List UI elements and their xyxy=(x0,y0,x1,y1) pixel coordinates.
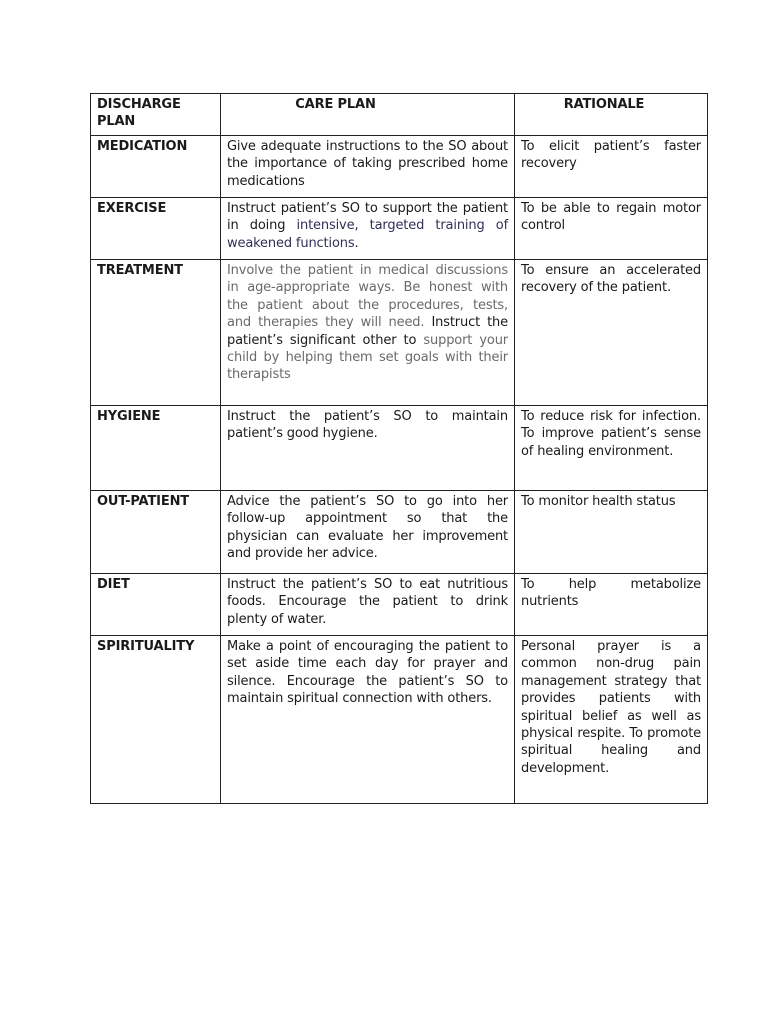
rationale-cell: To elicit patient’s faster recovery xyxy=(515,136,708,198)
care-plan-text-gray-end: support your child by helping them set goals with their therapists xyxy=(227,332,508,383)
table-row-spirituality xyxy=(91,636,708,804)
row-label: TREATMENT xyxy=(91,260,221,406)
care-plan-text: Instruct patient’s SO to support the patient in doing xyxy=(227,201,508,234)
care-plan-text-end: . xyxy=(354,235,359,251)
header-row xyxy=(91,94,708,136)
care-plan-text-highlight: intensive, targeted training of weakened functions xyxy=(227,218,509,251)
header-discharge-plan: DISCHARGE PLAN xyxy=(91,94,221,136)
care-plan-cell: Advice the patient’s SO to go into her follow-up appointment so that the physician can evaluate her improvement and provide her advice. xyxy=(221,491,515,574)
table-row-hygiene xyxy=(91,406,708,491)
rationale-cell: To be able to regain motor control xyxy=(515,198,708,260)
row-label: OUT-PATIENT xyxy=(91,491,221,574)
care-plan-cell xyxy=(221,198,515,260)
discharge-plan-table xyxy=(90,93,708,804)
table-row-medication xyxy=(91,136,708,198)
row-label: MEDICATION xyxy=(91,136,221,198)
header-rationale: RATIONALE xyxy=(515,94,708,136)
care-plan-cell: Instruct the patient’s SO to maintain patient’s good hygiene. xyxy=(221,406,515,491)
care-plan-cell xyxy=(221,260,515,406)
rationale-cell: Personal prayer is a common non-drug pain management strategy that provides patients with spiritual belief as well as physical respite. To promote spiritual healing and development. xyxy=(515,636,708,804)
table-row-out-patient xyxy=(91,491,708,574)
table-row-diet xyxy=(91,574,708,636)
care-plan-text: Instruct the patient’s significant other to xyxy=(227,315,508,348)
rationale-cell: To help metabolize nutrients xyxy=(515,574,708,636)
care-plan-cell: Make a point of encouraging the patient to set aside time each day for prayer and silence. Encourage the patient’s SO to maintain spiritual connection with others. xyxy=(221,636,515,804)
row-label: EXERCISE xyxy=(91,198,221,260)
care-plan-cell: Instruct the patient’s SO to eat nutritious foods. Encourage the patient to drink plenty of water. xyxy=(221,574,515,636)
rationale-cell: To ensure an accelerated recovery of the patient. xyxy=(515,260,708,406)
table-row-treatment xyxy=(91,260,708,406)
rationale-cell: To monitor health status xyxy=(515,491,708,574)
rationale-cell: To reduce risk for infection. To improve patient’s sense of healing environment. xyxy=(515,406,708,491)
table-row-exercise xyxy=(91,198,708,260)
care-plan-cell: Give adequate instructions to the SO about the importance of taking prescribed home medications xyxy=(221,136,515,198)
row-label: SPIRITUALITY xyxy=(91,636,221,804)
row-label: DIET xyxy=(91,574,221,636)
row-label: HYGIENE xyxy=(91,406,221,491)
header-care-plan: CARE PLAN xyxy=(221,94,515,136)
care-plan-text-gray: Involve the patient in medical discussions in age-appropriate ways. Be honest with the patient about the procedures, tests, and therapies they will need. xyxy=(227,263,508,331)
